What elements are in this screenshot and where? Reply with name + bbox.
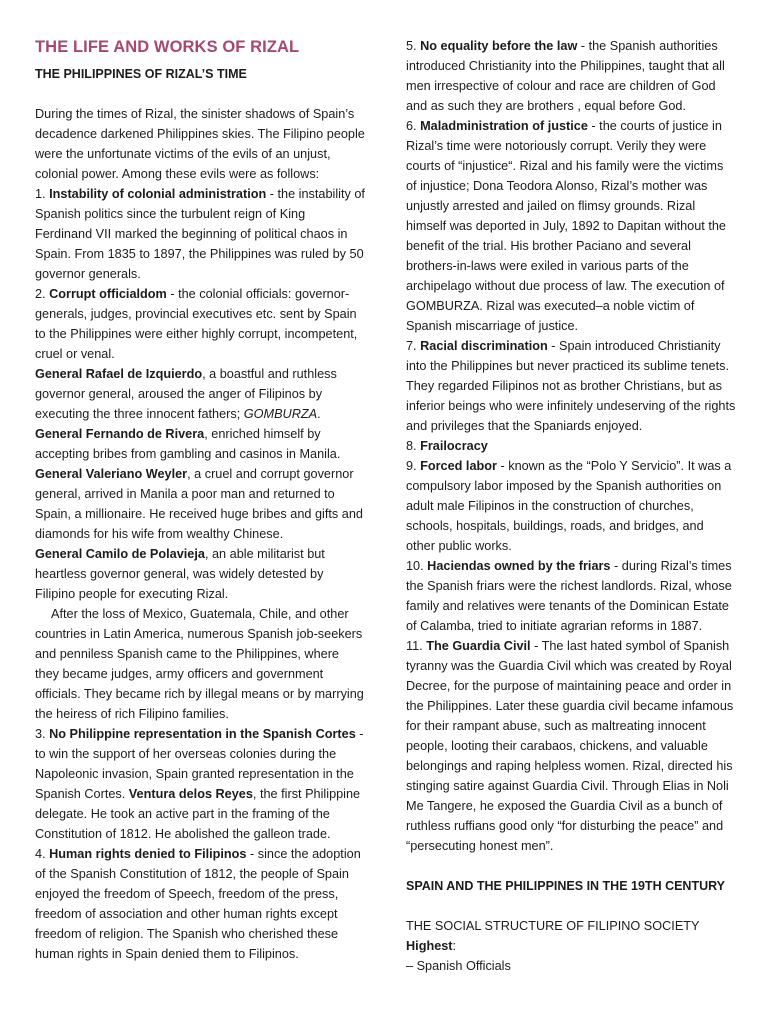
evil-item-9: 9. Forced labor - known as the “Polo Y Servicio”. It was a compulsory labor imposed by the Spanish authorities on adult male Filipinos in the construction of churches, schools, hospitals, buildings, roads, and bridges, and other public works. — [406, 459, 732, 553]
general-izquierdo: General Rafael de Izquierdo, a boastful and ruthless governor general, aroused the anger of Filipinos by executing the three innocent fathers; GOMBURZA. — [35, 367, 337, 421]
evil-item-8: 8. Frailocracy — [406, 439, 488, 453]
evil-item-2: 2. Corrupt officialdom - the colonial officials: governor-generals, judges, provincial executives etc. sent by Spain to the Philippines were either highly corrupt, incompetent, cruel or venal. — [35, 287, 358, 361]
spacer — [406, 896, 736, 916]
list-item-spanish-officials: – Spanish Officials — [406, 959, 511, 973]
page-subtitle: THE PHILIPPINES OF RIZAL’S TIME — [35, 67, 247, 81]
evil-term: Instability of colonial administration — [49, 187, 267, 201]
evil-item-6: 6. Maladministration of justice - the courts of justice in Rizal’s time were notoriously corrupt. Verily they were courts of “injustice“. Rizal and his family were the victims of injustice; Dona Teodora Alonso, Rizal’s mother was unjustly arrested and jailed on flimsy grounds. Rizal himself was deported in July, 1892 to Dapitan without the benefit of the trial. His brother Paciano and several brothers-in-laws were exiled in various parts of the archipelago without due process of law. The execution of GOMBURZA. Rizal was executed–a noble victim of Spanish miscarriage of justice. — [406, 119, 726, 333]
left-column — [35, 36, 365, 964]
highest-label: Highest: — [406, 939, 457, 953]
evil-item-11: 11. The Guardia Civil - The last hated symbol of Spanish tyranny was the Guardia Civil which was created by Royal Decree, for the purpose of maintaining peace and order in the Philippines. Later these guardia civil became infamous for their rampant abuse, such as maltreating innocent people, looting their carabaos, chickens, and valuable belongings and raping helpless women. Rizal, directed his stinging satire against Guardia Civil. Through Elias in Noli Me Tangere, he exposed the Guardia Civil as a bunch of ruthless ruffians good only “for disturbing the peace” and “persecuting honest men”. — [406, 639, 734, 853]
evil-item-1: 1. Instability of colonial administration - the instability of Spanish politics since the turbulent reign of King Ferdinand VII marked the beginning of political chaos in Spain. From 1835 to 1897, the Philippines was ruled by 50 governor generals. — [35, 187, 365, 281]
general-weyler: General Valeriano Weyler, a cruel and corrupt governor general, arrived in Manila a poor man and returned to Spain, a millionaire. He received huge bribes and gifts and diamonds for his wife from wealthy Chinese. — [35, 467, 363, 541]
section-heading-social-structure: THE SOCIAL STRUCTURE OF FILIPINO SOCIETY — [406, 919, 700, 933]
evil-term: Corrupt officialdom — [49, 287, 167, 301]
evil-item-3: 3. No Philippine representation in the Spanish Cortes - to win the support of her overseas colonies during the Napoleonic invasion, Spain granted representation in the Spanish Cortes. Ventura delos Reyes, the first Philippine delegate. He took an active part in the framing of the Constitution of 1812. He abolished the galleon trade. — [35, 727, 364, 841]
intro-paragraph: During the times of Rizal, the sinister shadows of Spain’s decadence darkened Philippines skies. The Filipino people were the unfortunate victims of the evils of an unjust, colonial power. Among these evils were as follows: — [35, 107, 365, 181]
general-polavieja: General Camilo de Polavieja, an able militarist but heartless governor general, was widely detested by Filipino people for executing Rizal. — [35, 547, 325, 601]
evil-item-5: 5. No equality before the law - the Spanish authorities introduced Christianity into the Philippines, taught that all men irrespective of colour and race are children of God and as such they are brothers , equal before God. — [406, 39, 725, 113]
page-title: THE LIFE AND WORKS OF RIZAL — [35, 38, 300, 56]
evil-item-7: 7. Racial discrimination - Spain introduced Christianity into the Philippines but never practiced its sublime tenets. They regarded Filipinos not as brother Christians, but as inferior beings who were infinitely undeserving of the rights and privileges that the Spaniards enjoyed. — [406, 339, 736, 433]
spacer — [35, 84, 365, 104]
right-column — [406, 36, 736, 976]
evil-item-10: 10. Haciendas owned by the friars - during Rizal’s times the Spanish friars were the richest landlords. Rizal, whose family and relatives were tenants of the Dominican Estate of Calamba, tried to initiate agrarian reforms in 1887. — [406, 559, 732, 633]
evil-item-4: 4. Human rights denied to Filipinos - since the adoption of the Spanish Constitution of 1812, the people of Spain enjoyed the freedom of Speech, freedom of the press, freedom of association and other human rights except freedom of religion. The Spanish who cherished these human rights in Spain denied them to Filipinos. — [35, 847, 361, 961]
section-heading-19th-century: SPAIN AND THE PHILIPPINES IN THE 19TH CENTURY — [406, 879, 726, 893]
spacer — [406, 856, 736, 876]
paragraph-loss-of-colonies: After the loss of Mexico, Guatemala, Chile, and other countries in Latin America, numerous Spanish job-seekers and penniless Spanish came to the Philippines, where they became judges, army officers and government officials. They became rich by illegal means or by marrying the heiress of rich Filipino families. — [35, 607, 364, 721]
general-rivera: General Fernando de Rivera, enriched himself by accepting bribes from gambling and casinos in Manila. — [35, 427, 341, 461]
